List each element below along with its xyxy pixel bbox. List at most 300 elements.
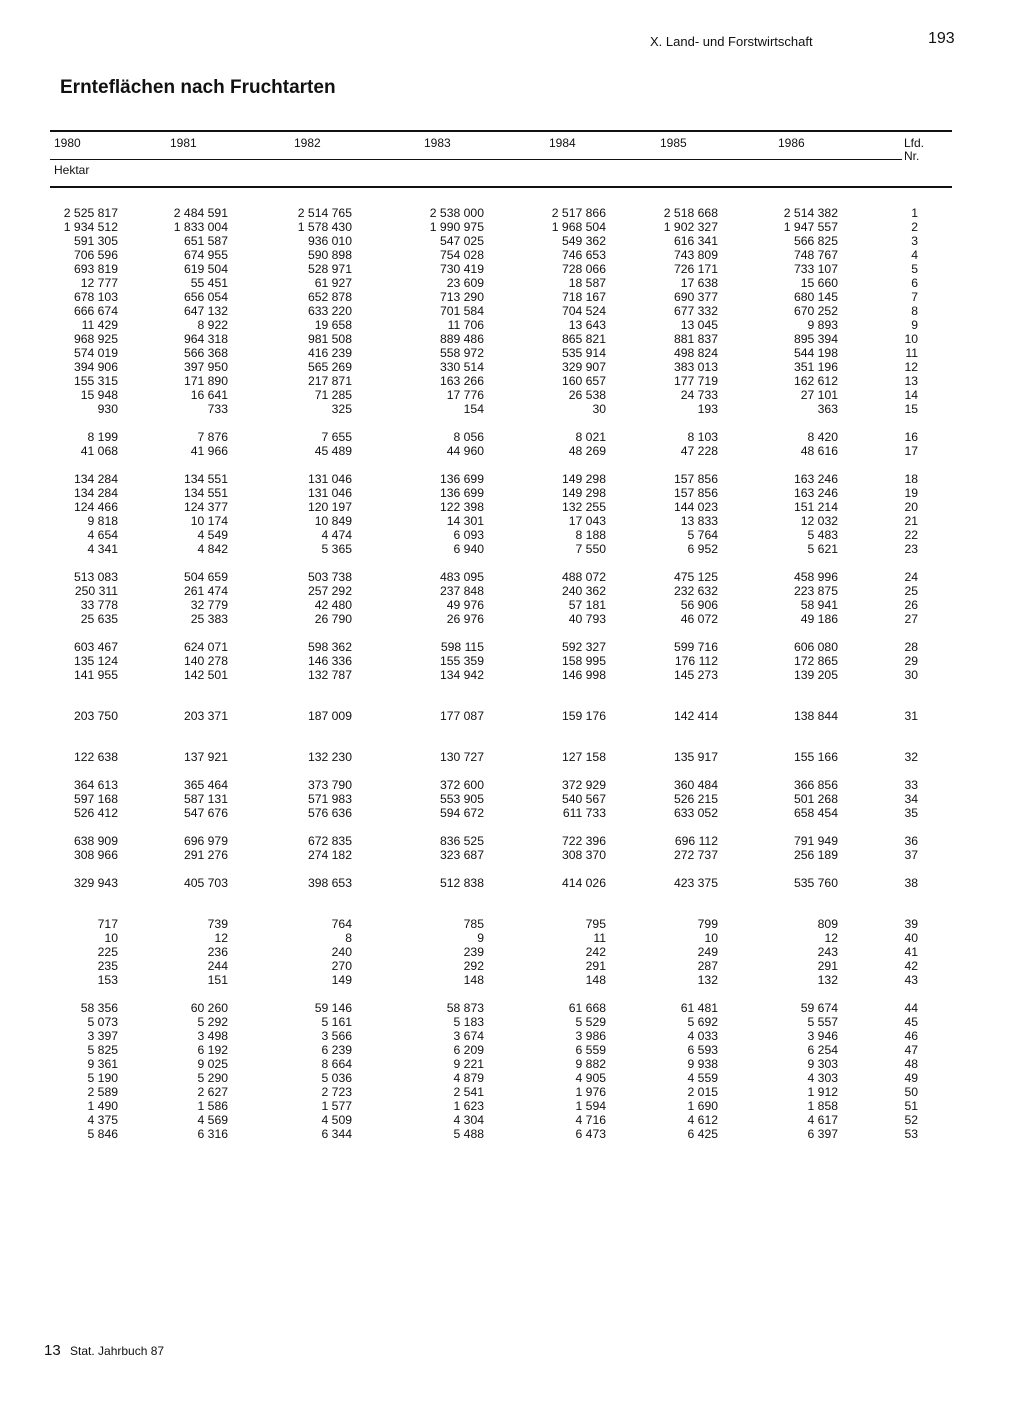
table-cell-1984: 158 995	[561, 654, 606, 668]
row-index-number: 32	[904, 750, 918, 764]
table-cell-1981: 10 174	[190, 514, 228, 528]
table-cell-1982: 764	[331, 917, 352, 931]
table-cell-1984: 26 538	[568, 388, 606, 402]
table-cell-1981: 4 549	[197, 528, 228, 542]
table-cell-1982: 571 983	[307, 792, 352, 806]
table-cell-1985: 9 938	[687, 1057, 718, 1071]
table-cell-1985: 4 612	[687, 1113, 718, 1127]
table-cell-1982: 71 285	[314, 388, 352, 402]
table-cell-1985: 272 737	[673, 848, 718, 862]
table-cell-1983: 136 699	[439, 486, 484, 500]
table-cell-1981: 244	[207, 959, 228, 973]
table-row	[0, 792, 1024, 806]
table-cell-1982: 503 738	[307, 570, 352, 584]
table-cell-1984: 17 043	[568, 514, 606, 528]
table-cell-1982: 132 230	[307, 750, 352, 764]
table-row	[0, 806, 1024, 820]
table-cell-1983: 330 514	[439, 360, 484, 374]
table-cell-1985: 2 015	[687, 1085, 718, 1099]
row-index-number: 35	[904, 806, 918, 820]
column-header-1982: 1982	[294, 136, 321, 150]
table-cell-1984: 4 905	[575, 1071, 606, 1085]
table-cell-1981: 25 383	[190, 612, 228, 626]
table-cell-1980: 308 966	[73, 848, 118, 862]
table-cell-1981: 9 025	[197, 1057, 228, 1071]
table-cell-1982: 61 927	[314, 276, 352, 290]
table-cell-1981: 624 071	[183, 640, 228, 654]
row-index-number: 9	[911, 318, 918, 332]
table-cell-1980: 329 943	[73, 876, 118, 890]
table-cell-1984: 61 668	[568, 1001, 606, 1015]
table-cell-1983: 17 776	[446, 388, 484, 402]
row-index-number: 4	[911, 248, 918, 262]
table-cell-1985: 616 341	[673, 234, 718, 248]
table-cell-1981: 964 318	[183, 332, 228, 346]
table-cell-1983: 239	[463, 945, 484, 959]
row-index-number: 45	[904, 1015, 918, 1029]
table-cell-1981: 137 921	[183, 750, 228, 764]
table-cell-1983: 9	[477, 931, 484, 945]
table-cell-1982: 672 835	[307, 834, 352, 848]
table-cell-1980: 930	[97, 402, 118, 416]
table-cell-1981: 4 842	[197, 542, 228, 556]
table-cell-1983: 44 960	[446, 444, 484, 458]
data-table-body	[0, 206, 1024, 1141]
table-cell-1983: 372 600	[439, 778, 484, 792]
table-cell-1980: 235	[97, 959, 118, 973]
row-index-number: 25	[904, 584, 918, 598]
table-cell-1980: 4 654	[87, 528, 118, 542]
table-cell-1981: 41 966	[190, 444, 228, 458]
table-cell-1985: 690 377	[673, 290, 718, 304]
table-cell-1986: 5 621	[807, 542, 838, 556]
table-cell-1980: 5 190	[87, 1071, 118, 1085]
table-cell-1984: 728 066	[561, 262, 606, 276]
row-index-number: 3	[911, 234, 918, 248]
table-cell-1984: 127 158	[561, 750, 606, 764]
table-cell-1985: 526 215	[673, 792, 718, 806]
table-cell-1985: 6 593	[687, 1043, 718, 1057]
table-cell-1984: 159 176	[561, 709, 606, 723]
row-index-number: 49	[904, 1071, 918, 1085]
table-cell-1983: 9 221	[453, 1057, 484, 1071]
table-cell-1986: 8 420	[807, 430, 838, 444]
table-cell-1984: 535 914	[561, 346, 606, 360]
table-cell-1983: 58 873	[446, 1001, 484, 1015]
table-row	[0, 917, 1024, 931]
table-row	[0, 750, 1024, 764]
table-cell-1986: 544 198	[793, 346, 838, 360]
table-cell-1984: 746 653	[561, 248, 606, 262]
table-cell-1983: 4 304	[453, 1113, 484, 1127]
table-cell-1982: 4 474	[321, 528, 352, 542]
table-cell-1984: 718 167	[561, 290, 606, 304]
row-index-number: 20	[904, 500, 918, 514]
table-cell-1985: 144 023	[673, 500, 718, 514]
table-cell-1983: 292	[463, 959, 484, 973]
table-cell-1982: 42 480	[314, 598, 352, 612]
table-cell-1986: 1 947 557	[783, 220, 838, 234]
table-cell-1984: 540 567	[561, 792, 606, 806]
row-index-number: 39	[904, 917, 918, 931]
table-cell-1981: 151	[207, 973, 228, 987]
table-cell-1985: 743 809	[673, 248, 718, 262]
table-cell-1984: 146 998	[561, 668, 606, 682]
table-cell-1986: 1 912	[807, 1085, 838, 1099]
table-cell-1985: 4 559	[687, 1071, 718, 1085]
table-cell-1982: 26 790	[314, 612, 352, 626]
table-cell-1985: 142 414	[673, 709, 718, 723]
row-index-number: 52	[904, 1113, 918, 1127]
row-index-number: 43	[904, 973, 918, 987]
index-header-line1: Lfd.	[904, 136, 925, 150]
table-cell-1983: 237 848	[439, 584, 484, 598]
table-cell-1985: 157 856	[673, 486, 718, 500]
table-cell-1985: 6 952	[687, 542, 718, 556]
table-cell-1986: 27 101	[800, 388, 838, 402]
table-cell-1985: 633 052	[673, 806, 718, 820]
row-index-number: 47	[904, 1043, 918, 1057]
table-cell-1981: 142 501	[183, 668, 228, 682]
table-row	[0, 1001, 1024, 1015]
index-column-header	[904, 137, 924, 163]
table-cell-1986: 791 949	[793, 834, 838, 848]
table-cell-1982: 416 239	[307, 346, 352, 360]
table-row	[0, 931, 1024, 945]
table-cell-1986: 670 252	[793, 304, 838, 318]
table-cell-1983: 11 706	[447, 318, 484, 332]
table-cell-1984: 3 986	[575, 1029, 606, 1043]
table-cell-1985: 13 045	[680, 318, 718, 332]
table-cell-1983: 8 056	[453, 430, 484, 444]
table-row	[0, 848, 1024, 862]
table-cell-1981: 674 955	[183, 248, 228, 262]
table-cell-1985: 8 103	[687, 430, 718, 444]
table-row	[0, 206, 1024, 220]
table-cell-1983: 594 672	[439, 806, 484, 820]
table-cell-1980: 526 412	[73, 806, 118, 820]
table-cell-1981: 1 586	[197, 1099, 228, 1113]
table-cell-1980: 597 168	[73, 792, 118, 806]
table-cell-1983: 122 398	[439, 500, 484, 514]
table-cell-1981: 4 569	[197, 1113, 228, 1127]
row-index-number: 28	[904, 640, 918, 654]
table-cell-1985: 5 692	[687, 1015, 718, 1029]
table-cell-1982: 146 336	[307, 654, 352, 668]
table-row	[0, 290, 1024, 304]
table-cell-1985: 135 917	[673, 750, 718, 764]
table-cell-1986: 139 205	[793, 668, 838, 682]
table-row	[0, 220, 1024, 234]
page-title: Ernteflächen nach Fruchtarten	[60, 77, 336, 98]
table-row	[0, 472, 1024, 486]
table-cell-1986: 12	[824, 931, 838, 945]
table-cell-1981: 2 627	[197, 1085, 228, 1099]
table-cell-1982: 1 577	[321, 1099, 352, 1113]
table-cell-1985: 145 273	[673, 668, 718, 682]
table-cell-1980: 134 284	[73, 486, 118, 500]
table-cell-1980: 706 596	[73, 248, 118, 262]
table-cell-1980: 25 635	[80, 612, 118, 626]
table-cell-1985: 132	[697, 973, 718, 987]
table-cell-1981: 134 551	[183, 472, 228, 486]
table-cell-1983: 26 976	[446, 612, 484, 626]
row-index-number: 16	[904, 430, 918, 444]
table-cell-1985: 4 033	[687, 1029, 718, 1043]
row-index-number: 6	[911, 276, 918, 290]
table-cell-1980: 8 199	[87, 430, 118, 444]
table-cell-1985: 249	[697, 945, 718, 959]
table-cell-1981: 647 132	[183, 304, 228, 318]
table-cell-1986: 3 946	[807, 1029, 838, 1043]
table-cell-1984: 372 929	[561, 778, 606, 792]
table-cell-1981: 405 703	[183, 876, 228, 890]
table-cell-1984: 1 968 504	[551, 220, 606, 234]
table-row	[0, 1099, 1024, 1113]
table-cell-1981: 261 474	[183, 584, 228, 598]
table-row	[0, 1113, 1024, 1127]
table-cell-1982: 5 161	[321, 1015, 352, 1029]
table-cell-1985: 2 518 668	[663, 206, 718, 220]
table-cell-1986: 48 616	[800, 444, 838, 458]
table-row	[0, 374, 1024, 388]
table-cell-1982: 981 508	[307, 332, 352, 346]
table-row	[0, 318, 1024, 332]
table-cell-1983: 4 879	[453, 1071, 484, 1085]
row-index-number: 14	[904, 388, 918, 402]
table-cell-1982: 652 878	[307, 290, 352, 304]
table-cell-1982: 6 344	[321, 1127, 352, 1141]
row-index-number: 51	[904, 1099, 918, 1113]
row-index-number: 27	[904, 612, 918, 626]
table-cell-1985: 498 824	[673, 346, 718, 360]
footer-page-index: 13	[44, 1342, 61, 1359]
table-cell-1980: 153	[97, 973, 118, 987]
table-row	[0, 1029, 1024, 1043]
row-index-number: 48	[904, 1057, 918, 1071]
table-cell-1982: 187 009	[307, 709, 352, 723]
table-cell-1982: 19 658	[314, 318, 352, 332]
table-cell-1984: 329 907	[561, 360, 606, 374]
table-cell-1981: 566 368	[183, 346, 228, 360]
row-index-number: 31	[904, 709, 918, 723]
table-cell-1985: 176 112	[674, 654, 718, 668]
table-cell-1986: 5 557	[807, 1015, 838, 1029]
table-cell-1981: 619 504	[183, 262, 228, 276]
table-cell-1986: 680 145	[793, 290, 838, 304]
table-cell-1986: 748 767	[793, 248, 838, 262]
table-cell-1983: 6 940	[453, 542, 484, 556]
table-row	[0, 542, 1024, 556]
table-cell-1982: 6 239	[321, 1043, 352, 1057]
table-cell-1986: 501 268	[793, 792, 838, 806]
table-cell-1983: 136 699	[439, 472, 484, 486]
row-index-number: 22	[904, 528, 918, 542]
table-cell-1980: 122 638	[73, 750, 118, 764]
table-cell-1986: 733 107	[793, 262, 838, 276]
table-cell-1980: 5 825	[87, 1043, 118, 1057]
row-index-number: 7	[911, 290, 918, 304]
table-cell-1986: 162 612	[793, 374, 838, 388]
table-row	[0, 973, 1024, 987]
table-cell-1981: 5 292	[197, 1015, 228, 1029]
table-row	[0, 570, 1024, 584]
table-cell-1982: 373 790	[307, 778, 352, 792]
table-cell-1984: 414 026	[561, 876, 606, 890]
row-index-number: 21	[904, 514, 918, 528]
table-cell-1984: 13 643	[568, 318, 606, 332]
table-cell-1984: 149 298	[561, 472, 606, 486]
table-cell-1980: 394 906	[73, 360, 118, 374]
table-cell-1980: 1 934 512	[63, 220, 118, 234]
table-row	[0, 959, 1024, 973]
table-cell-1983: 323 687	[439, 848, 484, 862]
table-row	[0, 668, 1024, 682]
table-cell-1986: 163 246	[793, 472, 838, 486]
table-cell-1985: 696 112	[674, 834, 718, 848]
table-cell-1983: 49 976	[446, 598, 484, 612]
table-cell-1980: 203 750	[73, 709, 118, 723]
table-cell-1980: 135 124	[73, 654, 118, 668]
table-cell-1985: 46 072	[680, 612, 718, 626]
table-cell-1986: 535 760	[793, 876, 838, 890]
table-cell-1982: 2 514 765	[297, 206, 352, 220]
table-cell-1981: 134 551	[183, 486, 228, 500]
table-cell-1985: 726 171	[673, 262, 718, 276]
table-cell-1980: 1 490	[87, 1099, 118, 1113]
table-cell-1983: 5 183	[453, 1015, 484, 1029]
table-cell-1983: 154	[463, 402, 484, 416]
table-cell-1984: 1 594	[575, 1099, 606, 1113]
footer-source: Stat. Jahrbuch 87	[70, 1344, 165, 1358]
table-cell-1982: 528 971	[307, 262, 352, 276]
table-cell-1981: 12	[214, 931, 228, 945]
table-cell-1986: 9 303	[807, 1057, 838, 1071]
table-cell-1982: 131 046	[307, 486, 352, 500]
table-cell-1985: 6 425	[687, 1127, 718, 1141]
table-cell-1981: 55 451	[190, 276, 228, 290]
table-cell-1986: 809	[817, 917, 838, 931]
table-cell-1980: 968 925	[73, 332, 118, 346]
table-cell-1985: 1 902 327	[663, 220, 718, 234]
table-cell-1986: 291	[817, 959, 838, 973]
row-index-number: 8	[911, 304, 918, 318]
table-cell-1984: 865 821	[561, 332, 606, 346]
table-cell-1983: 163 266	[439, 374, 484, 388]
row-index-number: 46	[904, 1029, 918, 1043]
table-cell-1984: 9 882	[575, 1057, 606, 1071]
table-cell-1984: 11	[593, 931, 606, 945]
table-cell-1980: 141 955	[73, 668, 118, 682]
table-cell-1984: 2 517 866	[551, 206, 606, 220]
table-cell-1984: 6 473	[575, 1127, 606, 1141]
row-index-number: 2	[911, 220, 918, 234]
table-cell-1985: 56 906	[680, 598, 718, 612]
table-cell-1981: 171 890	[183, 374, 228, 388]
table-row	[0, 486, 1024, 500]
table-cell-1986: 5 483	[807, 528, 838, 542]
table-cell-1982: 59 146	[314, 1001, 352, 1015]
table-cell-1984: 149 298	[561, 486, 606, 500]
table-cell-1986: 658 454	[793, 806, 838, 820]
table-cell-1980: 58 356	[80, 1001, 118, 1015]
table-row	[0, 346, 1024, 360]
table-row	[0, 234, 1024, 248]
table-cell-1983: 2 538 000	[429, 206, 484, 220]
table-cell-1981: 397 950	[183, 360, 228, 374]
table-row	[0, 876, 1024, 890]
table-cell-1984: 18 587	[568, 276, 606, 290]
table-cell-1980: 33 778	[80, 598, 118, 612]
table-cell-1980: 10	[104, 931, 118, 945]
table-cell-1986: 132	[817, 973, 838, 987]
row-index-number: 19	[904, 486, 918, 500]
table-cell-1985: 193	[697, 402, 718, 416]
table-cell-1980: 678 103	[73, 290, 118, 304]
table-cell-1986: 9 893	[807, 318, 838, 332]
table-cell-1981: 733	[207, 402, 228, 416]
row-index-number: 42	[904, 959, 918, 973]
table-cell-1985: 177 719	[673, 374, 718, 388]
table-cell-1985: 10	[704, 931, 718, 945]
table-cell-1980: 2 589	[87, 1085, 118, 1099]
table-cell-1986: 366 856	[793, 778, 838, 792]
table-cell-1982: 149	[331, 973, 352, 987]
table-cell-1983: 730 419	[439, 262, 484, 276]
table-cell-1982: 5 036	[321, 1071, 352, 1085]
row-index-number: 18	[904, 472, 918, 486]
table-cell-1981: 1 833 004	[173, 220, 228, 234]
index-header-line2: Nr.	[904, 149, 920, 163]
table-cell-1982: 590 898	[307, 248, 352, 262]
table-cell-1981: 651 587	[183, 234, 228, 248]
row-index-number: 12	[904, 360, 918, 374]
table-cell-1983: 701 584	[439, 304, 484, 318]
table-cell-1982: 598 362	[307, 640, 352, 654]
row-index-number: 37	[904, 848, 918, 862]
table-row	[0, 430, 1024, 444]
table-cell-1981: 236	[207, 945, 228, 959]
column-header-1981: 1981	[170, 136, 197, 150]
table-cell-1980: 9 361	[87, 1057, 118, 1071]
table-cell-1981: 8 922	[197, 318, 228, 332]
table-cell-1983: 148	[463, 973, 484, 987]
table-cell-1983: 3 674	[453, 1029, 484, 1043]
table-cell-1982: 45 489	[314, 444, 352, 458]
table-row	[0, 388, 1024, 402]
table-cell-1981: 291 276	[183, 848, 228, 862]
table-cell-1983: 598 115	[440, 640, 484, 654]
table-cell-1982: 217 871	[307, 374, 352, 388]
table-cell-1980: 364 613	[73, 778, 118, 792]
table-cell-1982: 3 566	[321, 1029, 352, 1043]
table-row	[0, 945, 1024, 959]
table-row	[0, 1071, 1024, 1085]
table-cell-1983: 14 301	[446, 514, 484, 528]
table-cell-1984: 1 976	[575, 1085, 606, 1099]
table-cell-1986: 163 246	[793, 486, 838, 500]
table-cell-1980: 225	[97, 945, 118, 959]
table-cell-1983: 889 486	[439, 332, 484, 346]
table-row	[0, 262, 1024, 276]
table-cell-1984: 242	[585, 945, 606, 959]
table-cell-1986: 155 166	[793, 750, 838, 764]
table-cell-1980: 717	[97, 917, 118, 931]
table-cell-1986: 49 186	[800, 612, 838, 626]
table-cell-1981: 60 260	[190, 1001, 228, 1015]
table-row	[0, 584, 1024, 598]
table-row	[0, 402, 1024, 416]
